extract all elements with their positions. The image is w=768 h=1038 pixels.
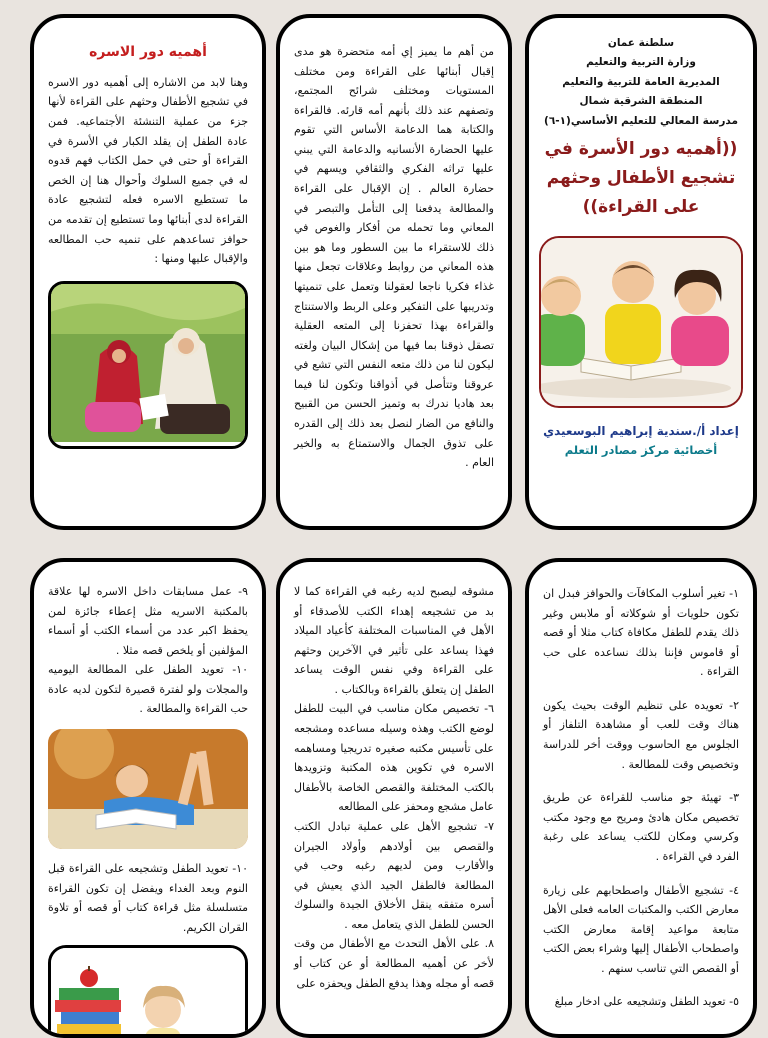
tip-continuation: مشوقه ليصبح لديه رغبه في القراءة كما لا بد من تشجيعه إهداء الكتب للأصدقاء أو الأهل في المناسبات المختلفة كأعياد الميلاد فهذا يساعد على تأثير في الآخرين وحثهم على القراءة وفي نفس الوقت يساعد الطفل إن يتعلق بالقراءة وبالكتاب . [294,585,494,696]
section-title: أهميه دور الاسره [89,44,207,60]
tip-item: ٨. على الأهل التحدث مع الأطفال من وقت لأخر عن أهميه المطالعة أو عن كتاب أو قصه أو مجله وهذا يدفع الطفل ويحفزه على [294,937,494,990]
author-block [543,422,739,460]
author-name: إعداد أ/.سندية إبراهيم البوسعيدي [543,423,739,438]
intro-text: من أهم ما يميز إي أمه متحضرة هو مدى إقبال أبنائها على القراءة ومن مختلف المستويات ومختلف شرائح المجتمع، وتصفهم عند ذلك بأنهم أمه قارئه. فالقراءة والكتابة هما الدعامة الأساس التي تقوم عليها الحضارة الأنسانيه والدعامة التي يبني عليها تراثه الفكري والثقافي ويسهم في حضارة العالم . إن الإقبال على القراءة والمطالعة يدفعنا إلى التأمل والتبصر في المعاني وما تحمله من أفكار والغوص في ذلك للاستقراء ما بين السطور وما هو بين هذه المعاني من روابط وعلاقات تجعل منها غذاء فكريا ناجعا لعقولنا وتعمل على تنميتها وتدريبها على التفكير وعلى الربط والاستنتاج والقراءة بهذا تحفزنا إلى المتعه العقلية تصقل ذوقنا بما فيها من إشكال البيان ولغته ليكون لنا من ذلك متعه النفس التي تشع في عروقنا وتتأصل في أذواقنا وتكون لنا فيما بعد هاديا ندرك به وتميز الحسن من القبيح والنافع من الضار لنصل بعد ذلك إلى القدره على تذوق الجمال والاستمتاع به والخير العام . [294,45,494,470]
tip-item: ٣- تهيئة جو مناسب للقراءة عن طريق تخصيص مكان هادئ ومريح مع وجود مكتب وكرسي ومكان للكتب يساعد على رغبة الفرد في القراءة . [543,791,739,863]
school-name: مدرسة المعالي للتعليم الأساسي(١-٦) [544,114,738,127]
tip-item: ١٠- تعويد الطفل على المطالعة اليوميه والمجلات ولو لفترة قصيرة لتكون لديه عادة حب القراءة والمطالعة . [48,663,248,716]
tips-panel-2 [276,558,512,1038]
tip-item: ١٠- تعويد الطفل وتشجيعه على القراءة قبل النوم وبعد الغداء ويفضل إن تكون القراءة متسلسلة مثل قراءة كتاب أو قصه أو تلاوة القران الكريم. [48,862,248,934]
author-role: أخصائية مركز مصادر التعلم [564,442,718,457]
family-role-panel [30,14,266,530]
tip-item: ٩- عمل مسابقات داخل الاسره لها علاقة بالمكتبة الاسريه مثل إعطاء جائزة لمن يحفظ اكبر عدد من أسماء الكتب أو أسماء المؤلفين أو يلخص قصه مثلا . [48,585,248,657]
ministry-line: وزارة التربية والتعليم [586,56,696,69]
girl-reading-outdoors-image [48,729,248,849]
intro-panel [276,14,512,530]
tips-panel-1 [525,558,757,1038]
girl-with-books-image [48,945,248,1038]
tip-item: ٢- تعويده على تنظيم الوقت بحيث يكون هناك وقت للعب أو مشاهدة التلفاز أو الجلوس مع الحاسوب ووقت أخر للدراسة وتخصيص وقت للمطالعة . [543,698,739,771]
cover-panel [525,14,757,530]
children-reading-image [539,236,743,408]
mother-daughter-reading-image [48,281,248,449]
brochure-title: ((أهميه دور الأسرة في تشجيع الأطفال وحثهم على القراءة)) [544,139,738,217]
ministry-line: سلطنة عمان [607,37,675,49]
tips-panel-3 [30,558,266,1038]
ministry-line: المنطقة الشرقية شمال [579,95,703,108]
ministry-line: المديرية العامة للتربية والتعليم [562,75,720,88]
tip-item: ٦- تخصيص مكان مناسب في البيت للطفل لوضع الكتب وهذه وسيله مساعده ومشجعه على تأسيس مكتبه صغيره تدريجيا ومساهمه الاسره في تكوين هذه المكتبة وتزويدها بالكتب المختلفة والقصص الخاصة بالأطفال عامل مشجع ومحفز على المطالعه [294,702,494,814]
tip-item: ٧- تشجيع الأهل على عملية تبادل الكتب والقصص بين أولادهم وأولاد الجيران والأقارب ومن لديهم رغبه وحب في المطالعة فالطفل الجيد الذي يعيش في أسره متفقه ينقل الأخلاق الجيدة والسلوك الحسن للطفل الذي يتعامل معه . [294,819,494,931]
tip-item: ١- تغير أسلوب المكافآت والحوافز فبدل ان تكون حلويات أو شوكلاته أو ملابس وغير ذلك يقدم للطفل مكافاة كتاب مثلا أو قصه أو قاموس فإننا بذلك نساعده على حب القراءة . [543,587,739,679]
family-role-text: وهنا لابد من الاشاره إلى أهميه دور الاسره في تشجيع الأطفال وحثهم على القراءة لأنها جزء من عملية التنشئة الأجتماعيه. فمن عادة الطفل إن يقلد الكبار في الأسرة في القراءة أو حتى في حمل الكتاب فهم قدوه له في جميع السلوك وأحوال هنا إن الخص ما تستطيع الاسره فعله لتشجيع عادة القراءة لدى أبنائها وما تستطيع إن تقدمه من حوافز تساعدهم على تنميه حب المطالعه والإقبال عليها ومنها : [48,75,248,266]
tip-item: ٥- تعويد الطفل وتشجيعه على ادخار مبلغ [554,995,739,1009]
tip-item: ٤- تشجيع الأطفال واصطحابهم على زيارة معارض الكتب والمكتبات العامه فعلى الأهل متابعة مواعيد إقامة معارض الكتب واصطحاب الأطفال إليها وشراء بعض الكتب أو القصص التي تناسب سنهم . [543,883,739,975]
